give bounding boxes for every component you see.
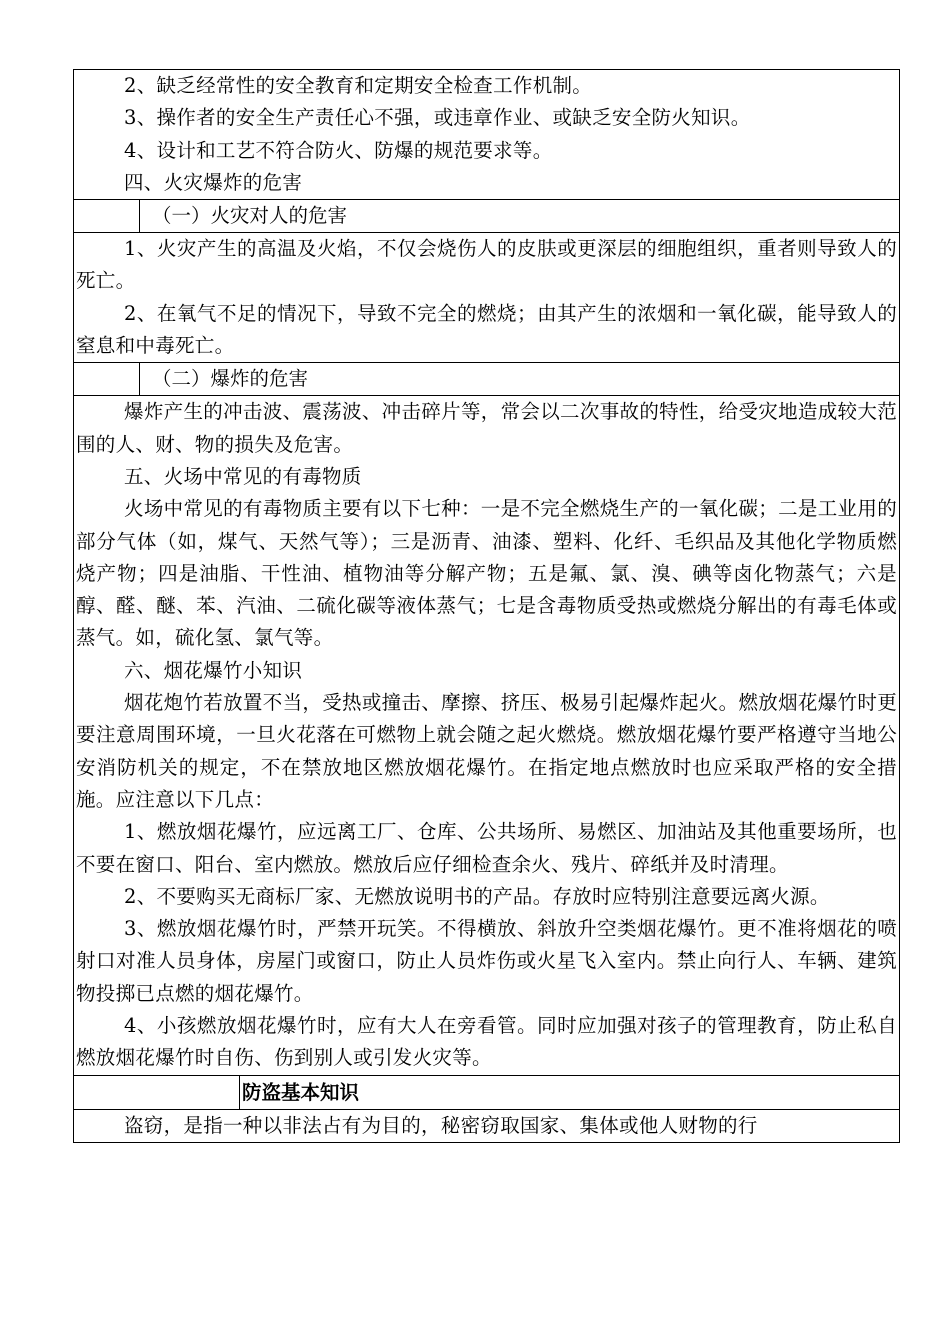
section-title: 防盗基本知识 <box>242 1080 360 1104</box>
paragraph: 1、火灾产生的高温及火焰，不仅会烧伤人的皮肤或更深层的细胞组织，重者则导致人的死亡。 <box>76 237 897 293</box>
content-block-1 <box>73 69 900 200</box>
subheading-fire-hazard: （一）火灾对人的危害 <box>152 204 348 228</box>
paragraph: 4、小孩燃放烟花爆竹时，应有大人在旁看管。同时应加强对孩子的管理教育，防止私自燃放烟花爆竹时自伤、伤到别人或引发火灾等。 <box>76 1014 897 1070</box>
paragraph: 3、燃放烟花爆竹时，严禁开玩笑。不得横放、斜放升空类烟花爆竹。更不准将烟花的喷射口对准人员身体，房屋门或窗口，防止人员炸伤或火星飞入室内。禁止向行人、车辆、建筑物投掷已点燃的烟花爆竹。 <box>76 917 897 1005</box>
document-table <box>73 69 900 1143</box>
section-heading: 六、烟花爆竹小知识 <box>124 658 303 682</box>
paragraph: 2、缺乏经常性的安全教育和定期安全检查工作机制。 <box>124 74 593 97</box>
subheading-row-explosion <box>73 363 900 396</box>
subheading-row-fire <box>73 200 900 233</box>
content-block-2 <box>73 233 900 363</box>
section-heading: 五、火场中常见的有毒物质 <box>124 464 362 488</box>
paragraph: 1、燃放烟花爆竹，应远离工厂、仓库、公共场所、易燃区、加油站及其他重要场所，也不要在窗口、阳台、室内燃放。燃放后应仔细检查余火、残片、碎纸并及时清理。 <box>76 820 897 876</box>
paragraph: 烟花炮竹若放置不当，受热或撞击、摩擦、挤压、极易引起爆炸起火。燃放烟花爆竹时更要注意周围环境，一旦火花落在可燃物上就会随之起火燃烧。燃放烟花爆竹要严格遵守当地公安消防机关的规定，不在禁放地区燃放烟花爆竹。在指定地点燃放时也应采取严格的安全措施。应注意以下几点： <box>76 691 897 811</box>
paragraph: 3、操作者的安全生产责任心不强，或违章作业、或缺乏安全防火知识。 <box>124 106 751 130</box>
paragraph: 2、在氧气不足的情况下，导致不完全的燃烧；由其产生的浓烟和一氧化碳，能导致人的窒息和中毒死亡。 <box>76 301 897 358</box>
paragraph: 盗窃，是指一种以非法占有为目的，秘密窃取国家、集体或他人财物的行 <box>124 1113 758 1137</box>
paragraph: 4、设计和工艺不符合防火、防爆的规范要求等。 <box>124 138 553 162</box>
content-block-4 <box>73 1110 900 1143</box>
paragraph: 爆炸产生的冲击波、震荡波、冲击碎片等，常会以二次事故的特性，给受灾地造成较大范围的人、财、物的损失及危害。 <box>76 400 897 456</box>
paragraph: 2、不要购买无商标厂家、无燃放说明书的产品。存放时应特别注意要远离火源。 <box>124 884 830 908</box>
section-title-row <box>73 1076 900 1110</box>
subheading-explosion-hazard: （二）爆炸的危害 <box>152 367 309 391</box>
paragraph: 火场中常见的有毒物质主要有以下七种：一是不完全燃烧生产的一氧化碳；二是工业用的部分气体（如，煤气、天然气等）；三是沥青、油漆、塑料、化纤、毛织品及其他化学物质燃烧产物；四是油脂、干性油、植物油等分解产物；五是氟、氯、溴、碘等卤化物蒸气；六是醇、醛、醚、苯、汽油、二硫化碳等液体蒸气；七是含毒物质受热或燃烧分解出的有毒毛体或蒸气。如，硫化氢、氯气等。 <box>76 497 897 650</box>
content-block-3 <box>73 396 900 1075</box>
section-heading: 四、火灾爆炸的危害 <box>124 170 303 194</box>
